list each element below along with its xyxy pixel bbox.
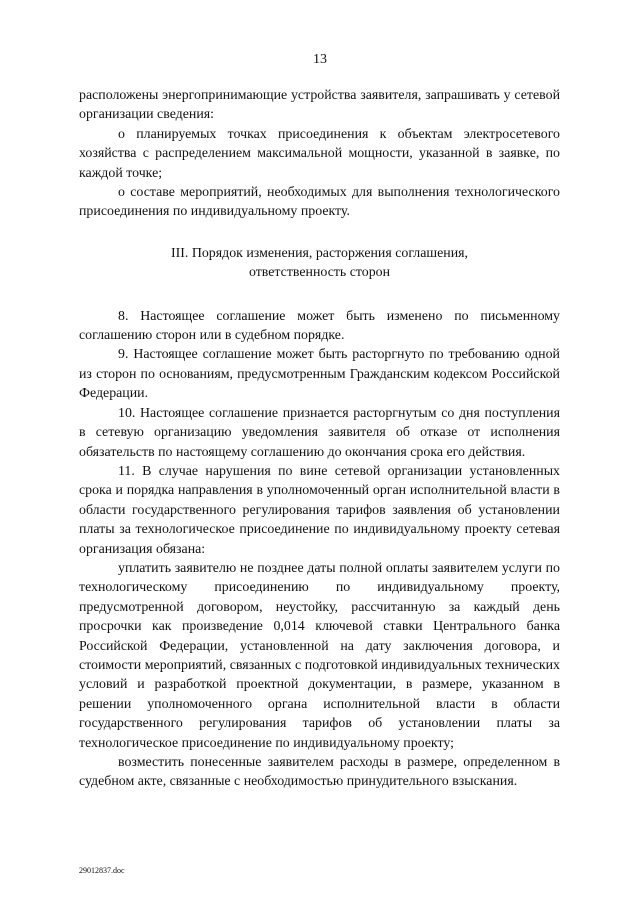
document-body <box>79 86 560 792</box>
clause-8: 8. Настоящее соглашение может быть изменено по письменному соглашению сторон или в судебном порядке. <box>79 308 560 344</box>
section-heading <box>79 244 560 283</box>
section-heading-line-2: ответственность сторон <box>248 265 391 281</box>
paragraph-measures: о составе мероприятий, необходимых для выполнения технологического присоединения по индивидуальному проекту. <box>79 185 560 220</box>
section-heading-line-1: III. Порядок изменения, расторжения соглашения, <box>171 245 468 261</box>
clause-11-reimbursement: возместить понесенные заявителем расходы в размере, определенном в судебном акте, связанные с необходимостью принудительного взыскания. <box>79 755 560 790</box>
paragraph-connection-points: о планируемых точках присоединения к объектам электросетевого хозяйства с распределением максимальной мощности, указанной в заявке, по каждой точке; <box>79 126 560 181</box>
clause-9: 9. Настоящее соглашение может быть расторгнуто по требованию одной из сторон по основаниям, предусмотренным Гражданским кодексом Российской Федерации. <box>79 347 560 402</box>
clause-11-penalty: уплатить заявителю не позднее даты полной оплаты заявителем услуги по технологическому присоединению по индивидуальному проекту, предусмотренной договором, неустойку, рассчитанную за каждый день просрочки как произведение 0,014 ключевой ставки Центрального банка Российской Федерации, установленной на дату заключения договора, и стоимости мероприятий, связанных с подготовкой индивидуальных технических условий и разработкой проектной документации, в размере, указанном в решении уполномоченного органа исполнительной власти в области государственного регулирования тарифов об установлении платы за технологическое присоединение по индивидуальному проекту; <box>79 560 560 751</box>
paragraph-continuation: расположены энергопринимающие устройства заявителя, запрашивать у сетевой организации сведения: <box>79 88 560 123</box>
page-number: 13 <box>313 52 327 67</box>
clause-10: 10. Настоящее соглашение признается расторгнутым со дня поступления в сетевую организацию уведомления заявителя об отказе от исполнения обязательств по настоящему соглашению до окончания срока его действия. <box>79 405 560 460</box>
footer-filename: 29012837.doc <box>79 866 125 875</box>
clause-11: 11. В случае нарушения по вине сетевой организации установленных срока и порядка направления в уполномоченный орган исполнительной власти в области государственного регулирования тарифов заявления об установлении платы за технологическое присоединение по индивидуальному проекту сетевая организация обязана: <box>79 463 560 557</box>
